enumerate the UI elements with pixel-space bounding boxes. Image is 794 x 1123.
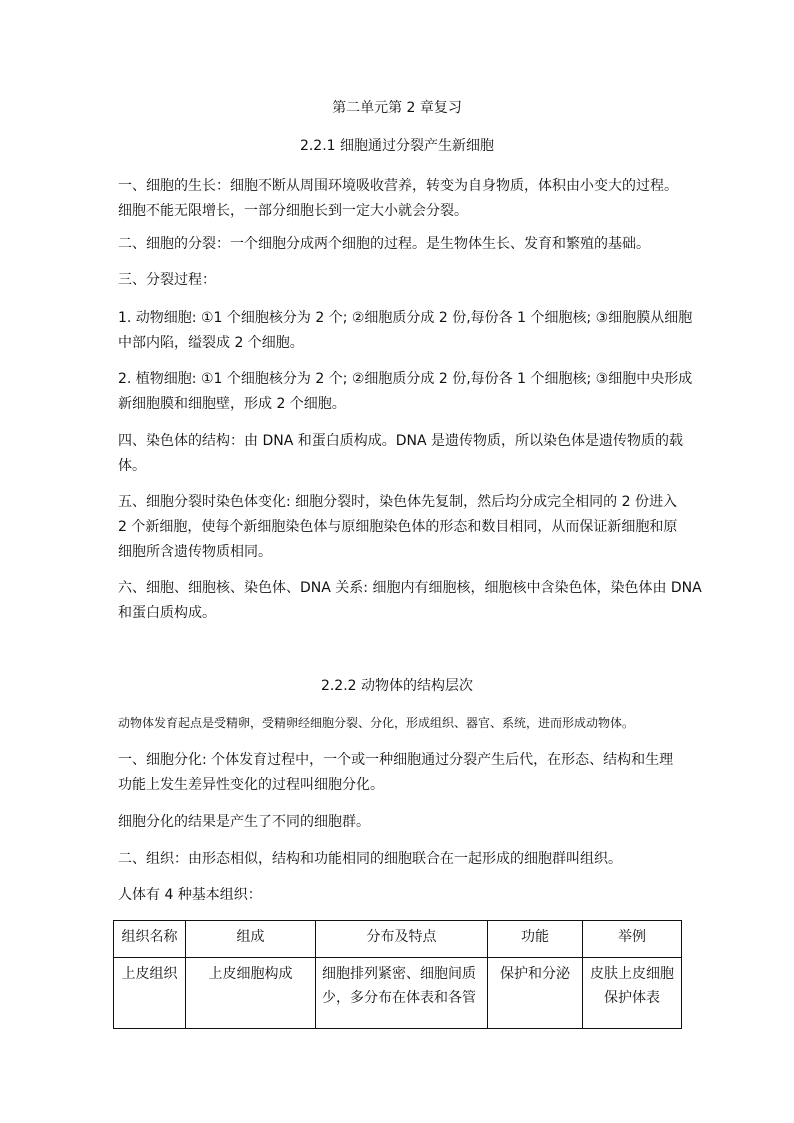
column-header: 组织名称 (114, 921, 186, 958)
text-line: 2. 植物细胞: ①1 个细胞核分为 2 个; ②细胞质分成 2 份,每份各 1 个细胞核; ③细胞中央形成 (118, 371, 693, 387)
paragraph-development-origin (118, 714, 678, 732)
table-cell-example (583, 958, 682, 1029)
text-line: 2 个新细胞，使每个新细胞染色体与原细胞染色体的形态和数目相同，从而保证新细胞和原 (118, 519, 678, 535)
text-line: 功能上发生差异性变化的过程叫细胞分化。 (118, 777, 384, 793)
paragraph-differentiation-result (118, 810, 678, 835)
section-heading-2-2-1: 2.2.1 细胞通过分裂产生新细胞 (299, 138, 495, 154)
paragraph-cell-differentiation (118, 748, 678, 798)
table-cell-distribution (316, 958, 488, 1029)
paragraph-division-process (118, 268, 678, 293)
text-line: 人体有 4 种基本组织： (118, 887, 262, 903)
paragraph-plant-cell (118, 367, 693, 417)
table-row (114, 958, 682, 1029)
column-header: 组成 (186, 921, 316, 958)
table-cell-composition: 上皮细胞构成 (186, 958, 316, 1029)
paragraph-cell-growth (118, 174, 678, 224)
document-title: 第二单元第 2 章复习 (332, 100, 462, 116)
paragraph-tissue-definition (118, 847, 678, 872)
paragraph-chromosome-change (118, 490, 678, 565)
text-line: 二、细胞的分裂：一个细胞分成两个细胞的过程。是生物体生长、发育和繁殖的基础。 (118, 236, 650, 252)
text-line: 细胞所含遗传物质相同。 (118, 544, 272, 560)
column-header: 功能 (488, 921, 583, 958)
text-line: 三、分裂过程： (118, 272, 216, 288)
text-line: 一、细胞的生长：细胞不断从周围环境吸收营养，转变为自身物质，体积由小变大的过程。 (118, 178, 678, 194)
text-line: 体。 (118, 458, 146, 474)
paragraph-cell-division (118, 232, 678, 257)
tissue-table (113, 920, 682, 1029)
table-header-row (114, 921, 682, 958)
text-line: 中部内陷，缢裂成 2 个细胞。 (118, 335, 304, 351)
paragraph-four-tissues (118, 883, 678, 908)
text-line: 四、染色体的结构：由 DNA 和蛋白质构成。DNA 是遗传物质，所以染色体是遗传物质的载 (118, 433, 684, 449)
column-header: 举例 (583, 921, 682, 958)
paragraph-chromosome-structure (118, 429, 684, 479)
cell-text-line: 保护体表 (604, 990, 660, 1006)
text-line: 细胞分化的结果是产生了不同的细胞群。 (118, 814, 370, 830)
section-heading-2-2-2: 2.2.2 动物体的结构层次 (320, 678, 474, 694)
cell-text-line: 细胞排列紧密、细胞间质 (322, 966, 476, 982)
text-line: 动物体发育起点是受精卵，受精卵经细胞分裂、分化，形成组织、器官、系统，进而形成动物体。 (118, 716, 635, 730)
text-line: 细胞不能无限增长，一部分细胞长到一定大小就会分裂。 (118, 203, 468, 219)
paragraph-animal-cell (118, 306, 693, 356)
table-cell-tissue-name: 上皮组织 (114, 958, 186, 1029)
table-cell-function: 保护和分泌 (488, 958, 583, 1029)
cell-text-line: 皮肤上皮细胞 (590, 966, 674, 982)
text-line: 新细胞膜和细胞壁，形成 2 个细胞。 (118, 396, 346, 412)
text-line: 和蛋白质构成。 (118, 605, 216, 621)
column-header: 分布及特点 (316, 921, 488, 958)
paragraph-relationship (118, 576, 702, 626)
text-line: 二、组织：由形态相似，结构和功能相同的细胞联合在一起形成的细胞群叫组织。 (118, 851, 622, 867)
text-line: 六、细胞、细胞核、染色体、DNA 关系: 细胞内有细胞核，细胞核中含染色体，染色体由 DNA (118, 580, 702, 596)
text-line: 五、细胞分裂时染色体变化: 细胞分裂时，染色体先复制，然后均分成完全相同的 2 份进入 (118, 494, 677, 510)
cell-text-line: 少，多分布在体表和各管 (322, 990, 476, 1006)
text-line: 1. 动物细胞: ①1 个细胞核分为 2 个; ②细胞质分成 2 份,每份各 1 个细胞核; ③细胞膜从细胞 (118, 310, 693, 326)
text-line: 一、细胞分化: 个体发育过程中，一个或一种细胞通过分裂产生后代，在形态、结构和生理 (118, 752, 674, 768)
